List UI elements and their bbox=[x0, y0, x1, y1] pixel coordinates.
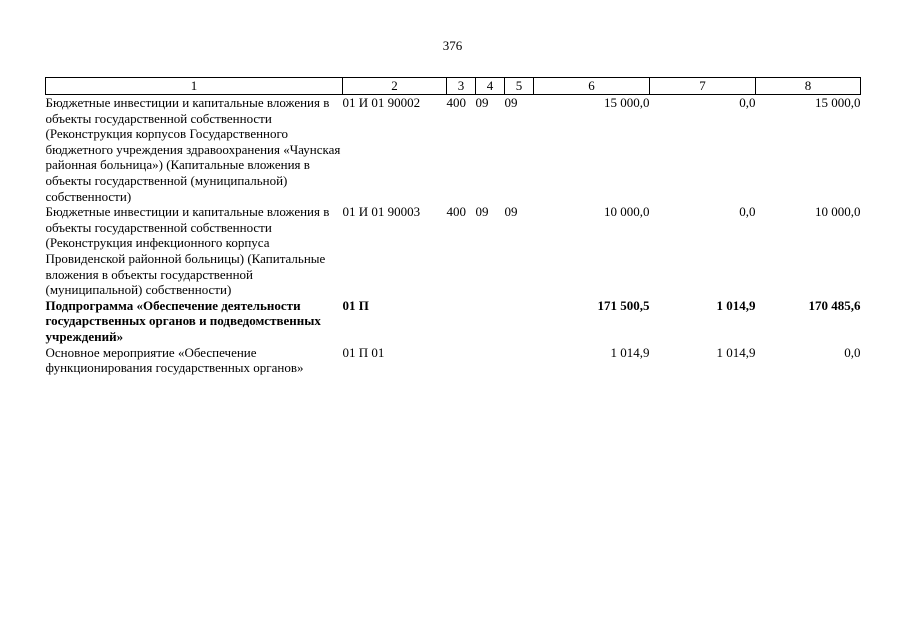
row-col5: 09 bbox=[504, 204, 518, 220]
column-header: 6 bbox=[534, 78, 650, 95]
column-header: 4 bbox=[476, 78, 505, 95]
table-row bbox=[46, 95, 861, 205]
row-col7-amount: 0,0 bbox=[739, 204, 756, 220]
row-col5 bbox=[505, 298, 534, 345]
column-header: 3 bbox=[447, 78, 476, 95]
row-col6-amount: 10 000,0 bbox=[604, 204, 650, 220]
row-description: Бюджетные инвестиции и капитальные вложения в объекты государственной собственности (Реконструкция инфекционного корпуса Провиденской районной больницы) (Капитальные вложения в объекты государственной (муниципальной) собственности) bbox=[45, 204, 330, 298]
column-header: 2 bbox=[343, 78, 447, 95]
row-col3 bbox=[447, 345, 476, 376]
row-col4: 09 bbox=[475, 95, 489, 110]
row-code: 01 П 01 bbox=[342, 344, 385, 360]
row-code: 01 П bbox=[342, 297, 369, 313]
row-col4: 09 bbox=[475, 204, 489, 220]
column-header: 1 bbox=[46, 78, 343, 95]
table-row bbox=[46, 204, 861, 298]
row-code: 01 И 01 90002 bbox=[342, 95, 421, 110]
row-col6-amount: 1 014,9 bbox=[610, 344, 650, 360]
row-col4 bbox=[476, 345, 505, 376]
page-number: 376 bbox=[442, 38, 463, 53]
row-col5 bbox=[505, 345, 534, 376]
row-description: Бюджетные инвестиции и капитальные вложения в объекты государственной собственности (Реконструкция корпусов Государственного бюджетного учреждения здравоохранения «Чаунская районная больница») (Капитальные вложения в объекты государственной (муниципальной) собственности) bbox=[45, 95, 341, 204]
table-row bbox=[46, 345, 861, 376]
row-code: 01 И 01 90003 bbox=[342, 204, 421, 220]
row-col8-amount: 170 485,6 bbox=[808, 297, 861, 313]
row-col3: 400 bbox=[446, 204, 466, 220]
row-col7-amount: 1 014,9 bbox=[716, 297, 756, 313]
row-description: Основное мероприятие «Обеспечение функционирования государственных органов» bbox=[45, 344, 304, 376]
budget-table bbox=[45, 77, 861, 376]
row-col7-amount: 1 014,9 bbox=[716, 344, 756, 360]
row-col8-amount: 10 000,0 bbox=[815, 204, 861, 220]
row-col3: 400 bbox=[446, 95, 466, 110]
column-header: 8 bbox=[756, 78, 861, 95]
row-col3 bbox=[447, 298, 476, 345]
row-col4 bbox=[476, 298, 505, 345]
row-col5: 09 bbox=[504, 95, 518, 110]
row-col7-amount: 0,0 bbox=[739, 95, 756, 110]
row-col6-amount: 15 000,0 bbox=[604, 95, 650, 110]
column-header: 7 bbox=[650, 78, 756, 95]
row-col8-amount: 15 000,0 bbox=[815, 95, 861, 110]
table-row-subprogram bbox=[46, 298, 861, 345]
row-col8-amount: 0,0 bbox=[844, 344, 861, 360]
column-header: 5 bbox=[505, 78, 534, 95]
row-col6-amount: 171 500,5 bbox=[597, 297, 650, 313]
table-header-row bbox=[46, 78, 861, 95]
row-description: Подпрограмма «Обеспечение деятельности государственных органов и подведомственных учреждений» bbox=[45, 297, 321, 344]
